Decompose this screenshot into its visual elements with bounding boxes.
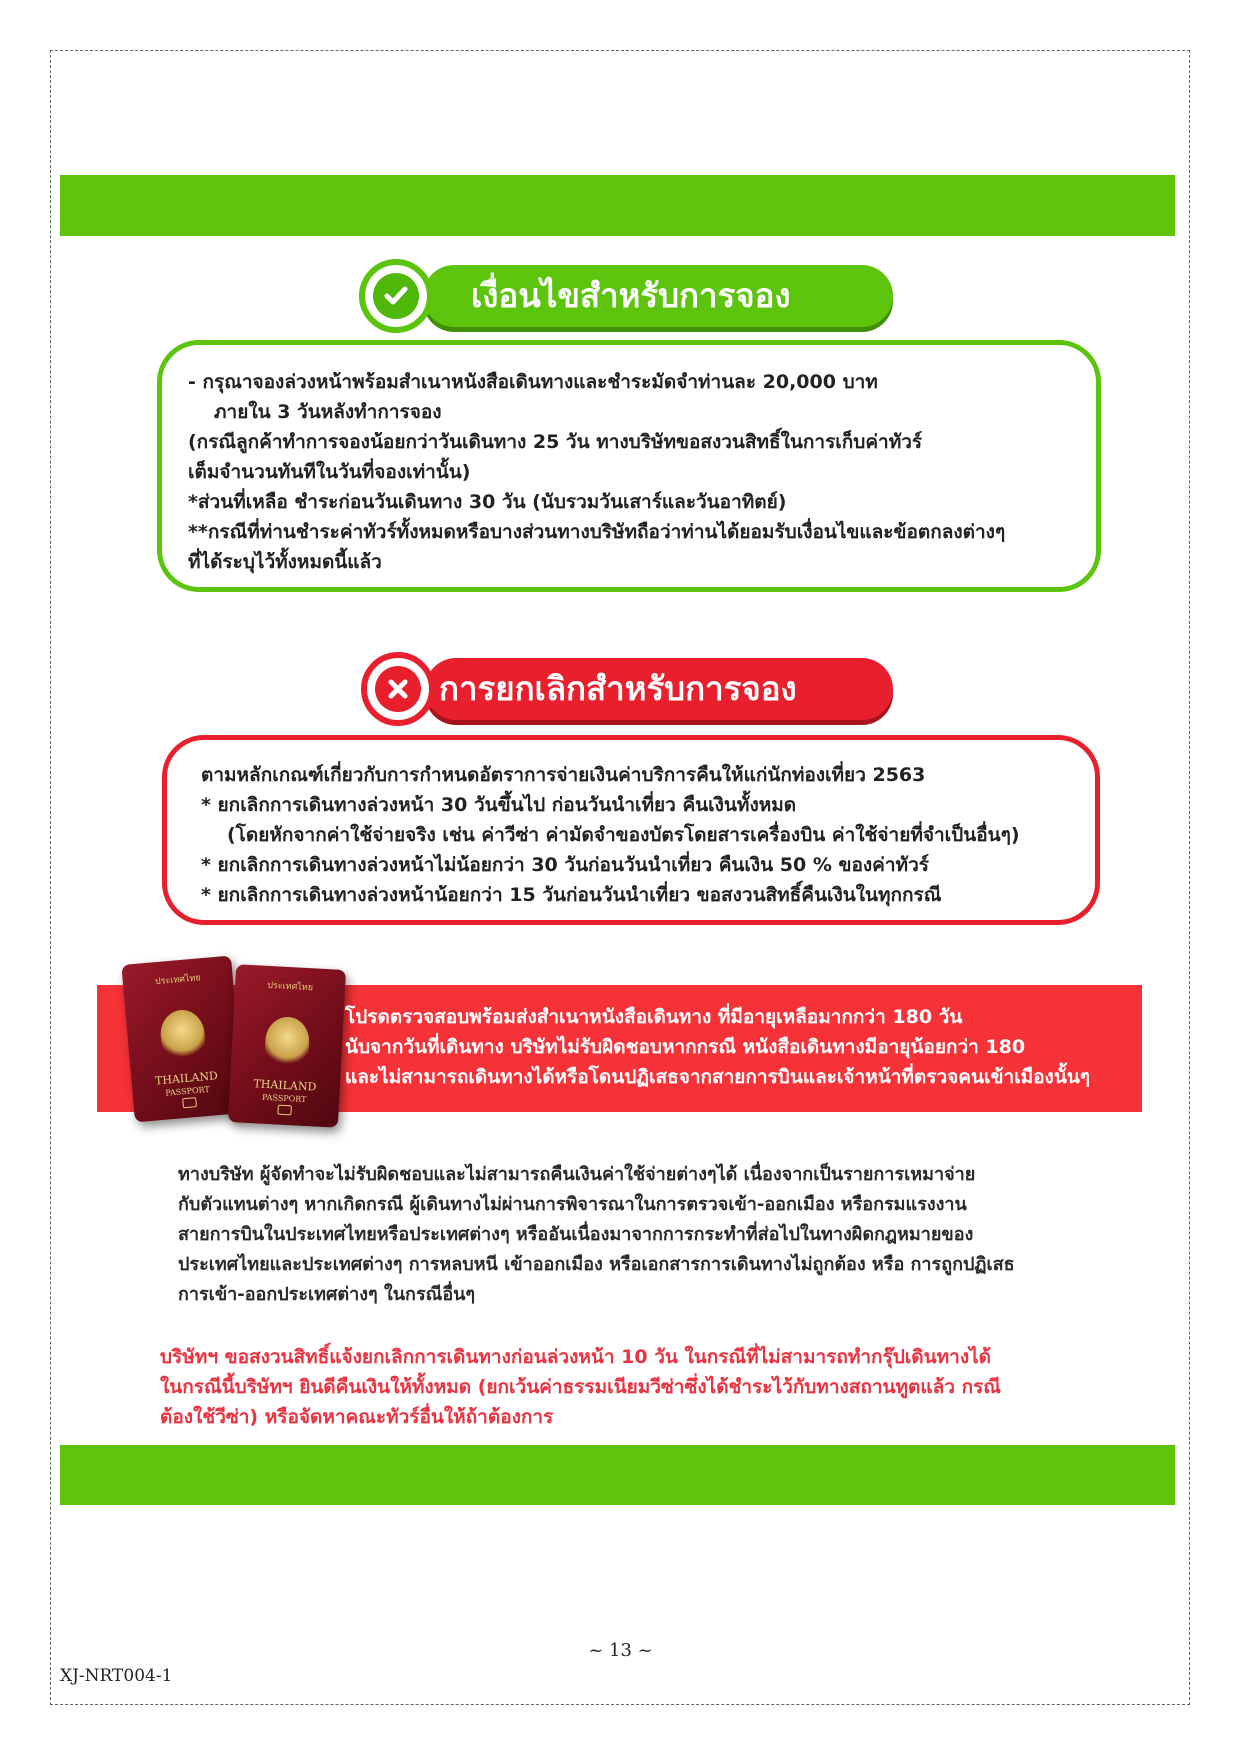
- banner-line: และไม่สามารถเดินทางได้หรือโดนปฏิเสธจากสายการบินและเจ้าหน้าที่ตรวจคนเข้าเมืองนั้นๆ: [345, 1066, 1091, 1088]
- conditions-box: [157, 340, 1101, 592]
- company-notice: [160, 1342, 1001, 1432]
- cancellation-box: [162, 735, 1100, 925]
- bottom-green-bar: [60, 1445, 1175, 1505]
- banner-line: นับจากวันที่เดินทาง บริษัทไม่รับผิดชอบหากกรณี หนังสือเดินทางมีอายุน้อยกว่า 180: [345, 1036, 1026, 1058]
- cancellation-line: * ยกเลิกการเดินทางล่วงหน้าน้อยกว่า 15 วันก่อนวันนำเที่ยว ขอสงวนสิทธิ์คืนเงินในทุกกรณี: [201, 884, 942, 906]
- banner-line: โปรดตรวจสอบพร้อมส่งสำเนาหนังสือเดินทาง ที่มีอายุเหลือมากกว่า 180 วัน: [345, 1006, 963, 1028]
- disclaimer-line: ทางบริษัท ผู้จัดทำจะไม่รับผิดชอบและไม่สามารถคืนเงินค่าใช้จ่ายต่างๆได้ เนื่องจากเป็นรายการเหมาจ่าย: [178, 1164, 976, 1185]
- passport-banner-text: [345, 1002, 1090, 1092]
- check-icon: [373, 273, 419, 319]
- passport-name-line1: THAILAND: [154, 1069, 219, 1088]
- chip-icon: [182, 1097, 197, 1108]
- page-number: ~ 13 ~: [588, 1640, 653, 1661]
- conditions-heading: เงื่อนไขสำหรับการจอง: [423, 265, 893, 327]
- conditions-badge: [359, 259, 433, 333]
- conditions-line: - กรุณาจองล่วงหน้าพร้อมสำเนาหนังสือเดินทางและชำระมัดจำท่านละ 20,000 บาท: [188, 371, 878, 393]
- conditions-line: เต็มจำนวนทันทีในวันที่จองเท่านั้น): [188, 461, 471, 483]
- disclaimer-line: สายการบินในประเทศไทยหรือประเทศต่างๆ หรืออันเนื่องมาจากการกระทำที่ส่อไปในทางผิดกฎหมายของ: [178, 1224, 974, 1245]
- conditions-line: (กรณีลูกค้าทำการจองน้อยกว่าวันเดินทาง 25 วัน ทางบริษัทขอสงวนสิทธิ์ในการเก็บค่าทัวร์: [188, 431, 923, 453]
- cross-icon: [375, 666, 421, 712]
- notice-line: ต้องใช้วีซ่า) หรือจัดหาคณะทัวร์อื่นให้ถ้าต้องการ: [160, 1406, 554, 1428]
- chip-icon: [277, 1105, 292, 1116]
- garuda-emblem-icon: [264, 1016, 311, 1068]
- conditions-line: ภายใน 3 วันหลังทำการจอง: [214, 401, 442, 423]
- notice-line: บริษัทฯ ขอสงวนสิทธิ์แจ้งยกเลิกการเดินทางก่อนล่วงหน้า 10 วัน ในกรณีที่ไม่สามารถทำกรุ๊ปเดินทางได้: [160, 1346, 991, 1368]
- passport-top-text: ประเทศไทย: [266, 980, 314, 994]
- cancellation-line: * ยกเลิกการเดินทางล่วงหน้า 30 วันขึ้นไป ก่อนวันนำเที่ยว คืนเงินทั้งหมด: [201, 794, 797, 816]
- conditions-line: ที่ได้ระบุไว้ทั้งหมดนี้แล้ว: [188, 551, 382, 573]
- disclaimer-line: กับตัวแทนต่างๆ หากเกิดกรณี ผู้เดินทางไม่ผ่านการพิจารณาในการตรวจเข้า-ออกเมือง หรือกรมแรงงาน: [178, 1194, 967, 1215]
- cancellation-line: * ยกเลิกการเดินทางล่วงหน้าไม่น้อยกว่า 30 วันก่อนวันนำเที่ยว คืนเงิน 50 % ของค่าทัวร์: [201, 854, 929, 876]
- disclaimer-line: ประเทศไทยและประเทศต่างๆ การหลบหนี เข้าออกเมือง หรือเอกสารการเดินทางไม่ถูกต้อง หรือ การถูกปฏิเสธ: [178, 1254, 1015, 1275]
- passport-image: [228, 964, 346, 1128]
- cancellation-heading: การยกเลิกสำหรับการจอง: [425, 658, 893, 720]
- cancellation-line: ตามหลักเกณฑ์เกี่ยวกับการกำหนดอัตราการจ่ายเงินค่าบริการคืนให้แก่นักท่องเที่ยว 2563: [201, 764, 926, 786]
- passport-name: [229, 1076, 340, 1108]
- disclaimer-line: การเข้า-ออกประเทศต่างๆ ในกรณีอื่นๆ: [178, 1284, 476, 1305]
- passport-name-line2: PASSPORT: [261, 1092, 307, 1105]
- cancellation-badge: [361, 652, 435, 726]
- conditions-line: *ส่วนที่เหลือ ชำระก่อนวันเดินทาง 30 วัน (นับรวมวันเสาร์และวันอาทิตย์): [188, 491, 787, 513]
- garuda-emblem-icon: [159, 1008, 207, 1062]
- passport-name-line1: THAILAND: [253, 1077, 317, 1094]
- document-code: XJ-NRT004-1: [60, 1666, 173, 1686]
- notice-line: ในกรณีนี้บริษัทฯ ยินดีคืนเงินให้ทั้งหมด (ยกเว้นค่าธรรมเนียมวีซ่าซึ่งได้ชำระไว้กับทางสถานทูตแล้ว กรณี: [160, 1376, 1001, 1398]
- passport-image: [121, 956, 244, 1123]
- conditions-line: **กรณีที่ท่านชำระค่าทัวร์ทั้งหมดหรือบางส่วนทางบริษัทถือว่าท่านได้ยอมรับเงื่อนไขและข้อตกลงต่างๆ: [188, 521, 1006, 543]
- passport-top-text: ประเทศไทย: [154, 973, 202, 988]
- cancellation-line: (โดยหักจากค่าใช้จ่ายจริง เช่น ค่าวีซ่า ค่ามัดจำของบัตรโดยสารเครื่องบิน ค่าใช้จ่ายที่จำเป็นอื่นๆ): [227, 824, 1020, 846]
- disclaimer-paragraph: [178, 1160, 1015, 1310]
- passport-name-line2: PASSPORT: [165, 1084, 211, 1098]
- top-green-bar: [60, 175, 1175, 236]
